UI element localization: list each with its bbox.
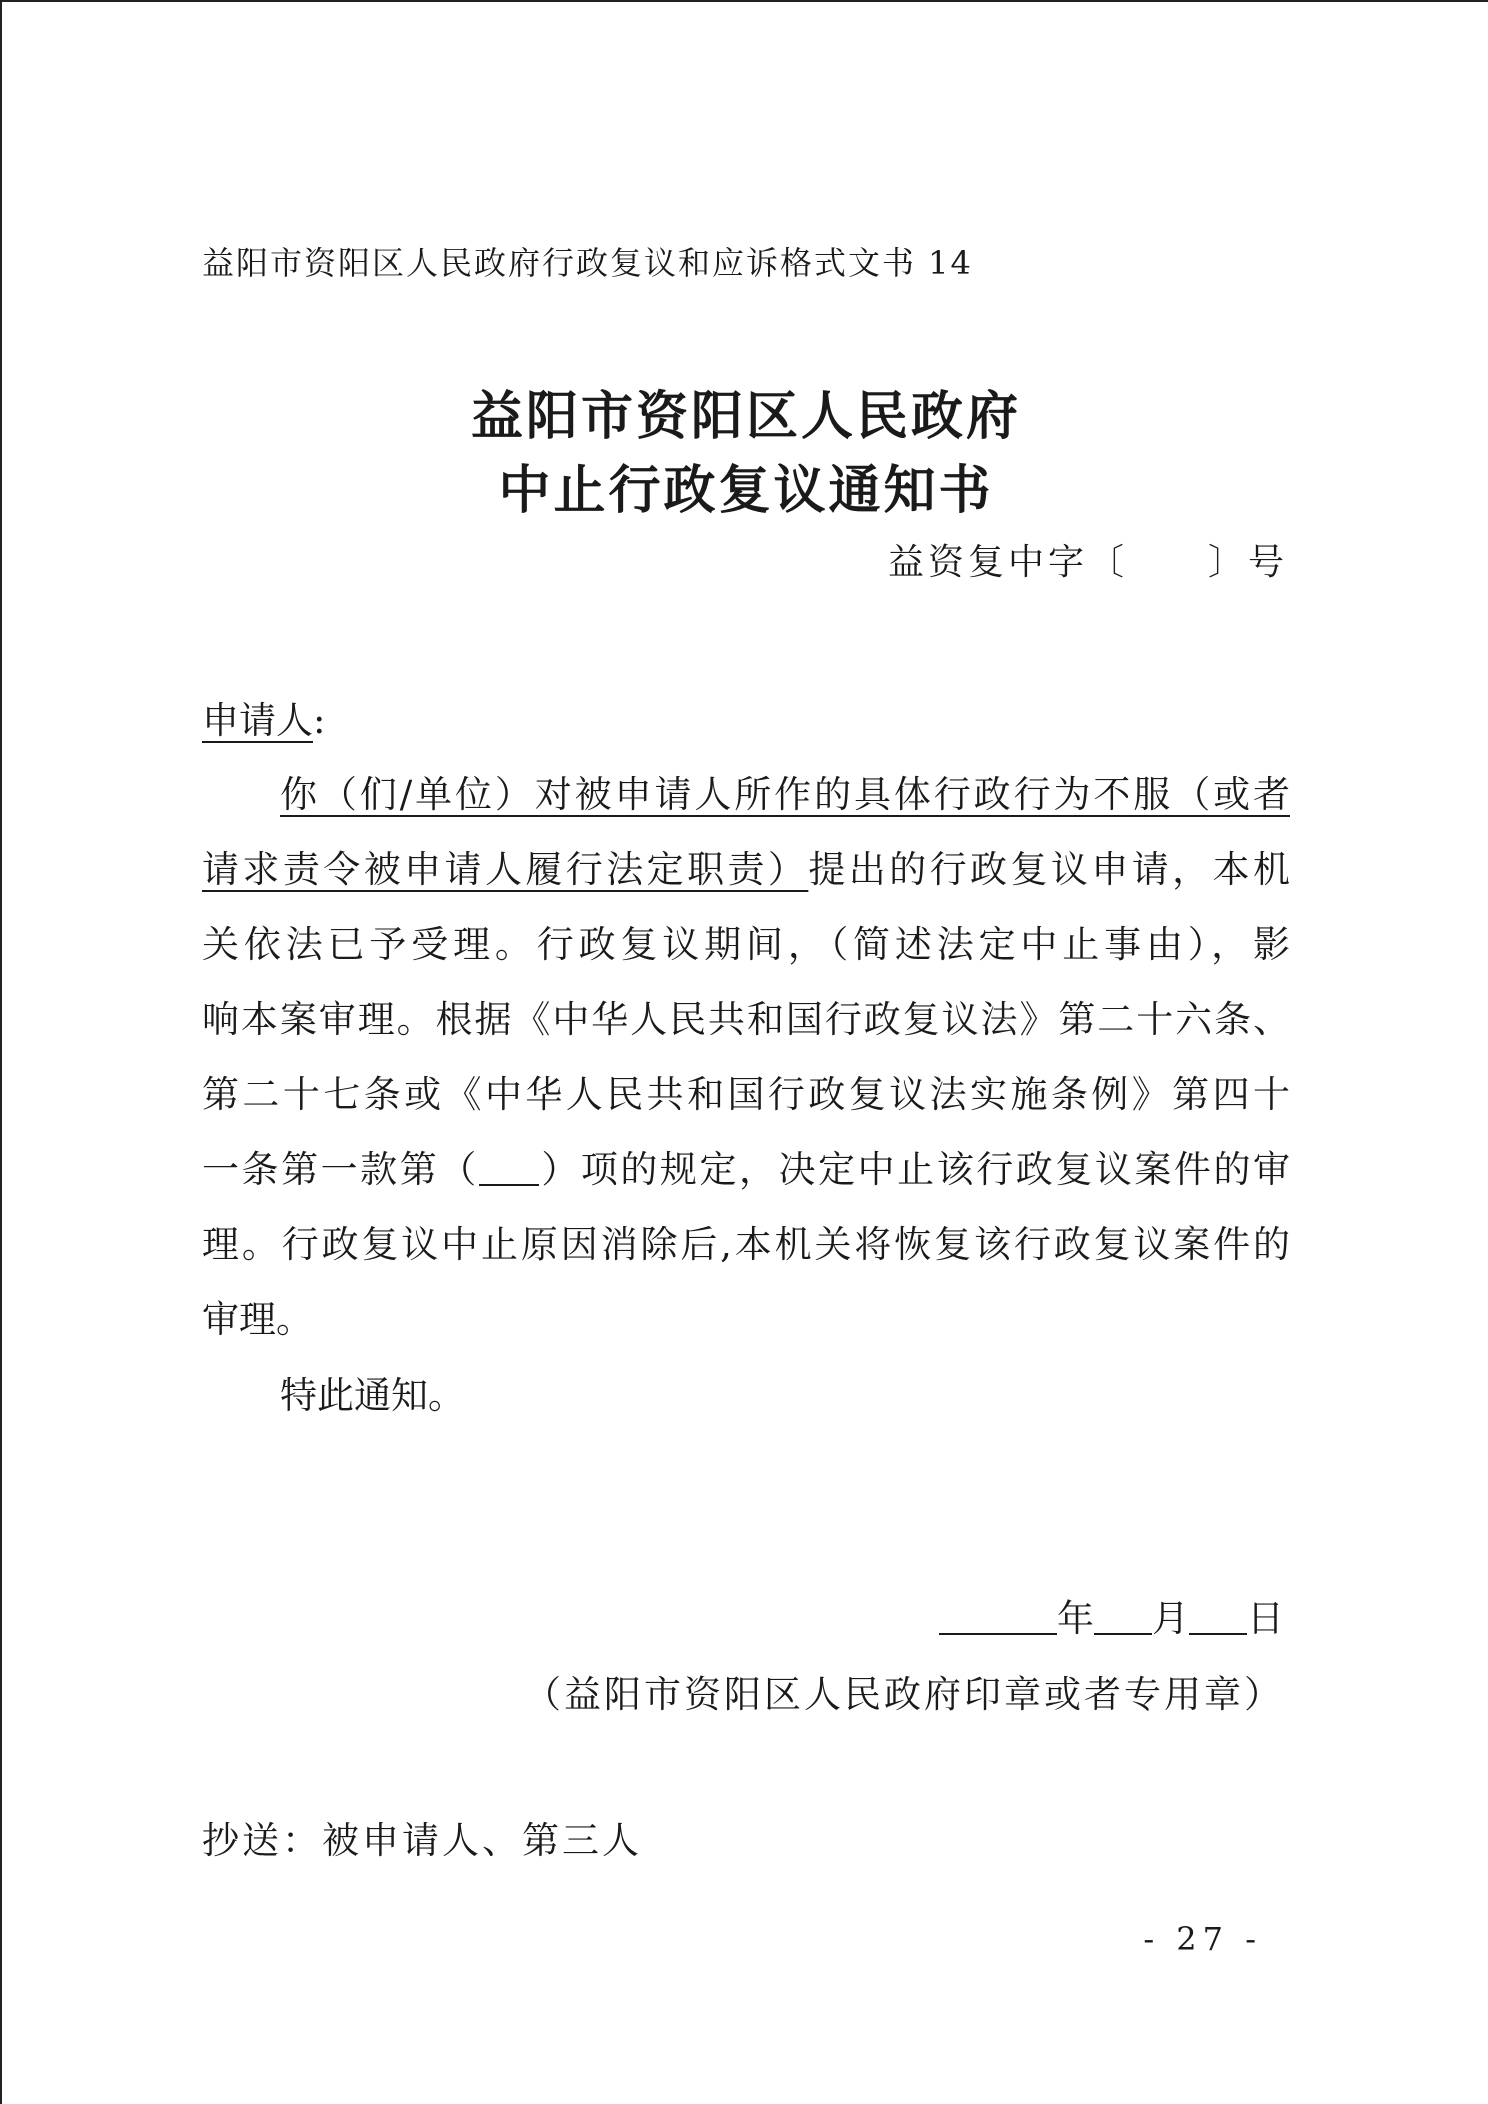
closing-phrase: 特此通知。 bbox=[280, 1374, 465, 1417]
seal-note: （益阳市资阳区人民政府印章或者专用章） bbox=[524, 1673, 1284, 1716]
recipient-colon: : bbox=[313, 699, 326, 742]
page-number: - 27 - bbox=[1143, 1920, 1262, 1958]
document-title-line2: 中止行政复议通知书 bbox=[498, 460, 994, 521]
document-title-line1: 益阳市资阳区人民政府 bbox=[470, 386, 1021, 447]
body-line-1 bbox=[280, 764, 1290, 818]
day-label: 日 bbox=[1247, 1597, 1284, 1640]
recipient-line bbox=[202, 690, 325, 744]
body-line-7: 理。行政复议中止原因消除后,本机关将恢复该行政复议案件的 bbox=[202, 1223, 1290, 1266]
year-label: 年 bbox=[1057, 1597, 1094, 1640]
item-number-blank bbox=[479, 1150, 539, 1186]
document-number: 益资复中字〔 〕号 bbox=[887, 542, 1288, 583]
year-blank bbox=[939, 1599, 1057, 1635]
body-line-2-rest: 提出的行政复议申请，本机 bbox=[808, 848, 1291, 891]
month-label: 月 bbox=[1152, 1597, 1189, 1640]
body-line-6-after: ）项的规定，决定中止该行政复议案件的审 bbox=[538, 1148, 1291, 1191]
cc-line: 抄送：被申请人、第三人 bbox=[202, 1819, 642, 1862]
body-line-4: 响本案审理。根据《中华人民共和国行政复议法》第二十六条、 bbox=[202, 998, 1290, 1041]
day-blank bbox=[1189, 1599, 1247, 1635]
document-series-note: 益阳市资阳区人民政府行政复议和应诉格式文书 14 bbox=[202, 244, 973, 282]
body-line-1-text: 你（们/单位）对被申请人所作的具体行政行为不服（或者 bbox=[280, 773, 1290, 816]
month-blank bbox=[1094, 1599, 1152, 1635]
body-line-5: 第二十七条或《中华人民共和国行政复议法实施条例》第四十 bbox=[202, 1073, 1290, 1116]
recipient-label: 申请人 bbox=[202, 699, 313, 742]
body-line-3: 关依法已予受理。行政复议期间，（简述法定中止事由），影 bbox=[202, 923, 1290, 966]
body-line-6 bbox=[202, 1139, 1290, 1193]
date-line bbox=[939, 1588, 1284, 1642]
body-line-2-underlined: 请求责令被申请人履行法定职责） bbox=[202, 848, 809, 891]
body-line-8: 审理。 bbox=[202, 1298, 313, 1341]
body-line-2 bbox=[202, 839, 1290, 893]
body-line-6-before: 一条第一款第（ bbox=[202, 1148, 479, 1191]
